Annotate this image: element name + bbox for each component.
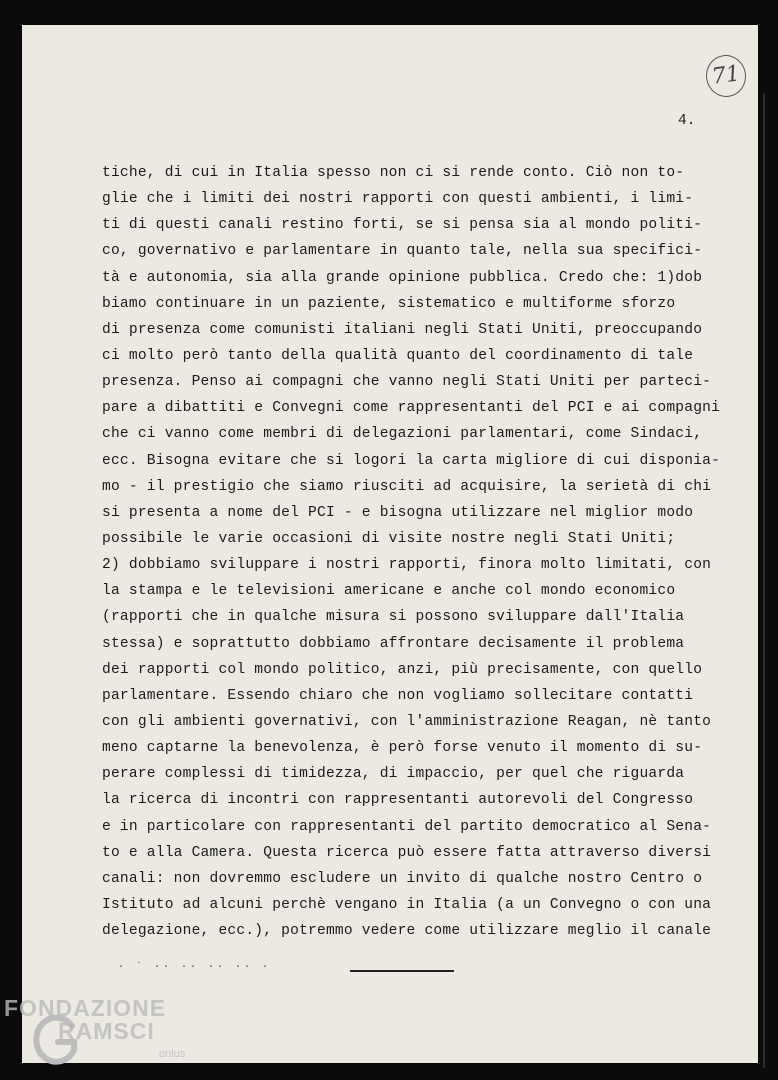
watermark-line-1: FONDAZIONE [4, 995, 167, 1021]
fondazione-gramsci-watermark [4, 995, 204, 1075]
text-line: Istituto ad alcuni perchè vengano in Italia (a un Convegno o con una [102, 896, 712, 913]
text-line: biamo continuare in un paziente, sistematico e multiforme sforzo [102, 295, 676, 312]
text-line: dei rapporti col mondo politico, anzi, più precisamente, con quello [102, 661, 703, 678]
text-line: la stampa e le televisioni americane e anche col mondo economico [102, 583, 676, 600]
text-line: co, governativo e parlamentare in quanto tale, nella sua specifici- [102, 243, 703, 260]
signature-trace: · ` ·· ·· ·· ·· · [118, 962, 272, 973]
text-line: presenza. Penso ai compagni che vanno negli Stati Uniti per parteci- [102, 374, 712, 391]
watermark-line-2: RAMSCI [58, 1018, 155, 1044]
watermark-line-3: onlus [159, 1048, 186, 1060]
text-line: possibile le varie occasioni di visite nostre negli Stati Uniti; [102, 530, 676, 547]
text-line: tà e autonomia, sia alla grande opinione pubblica. Credo che: 1)dob [102, 269, 703, 286]
text-line: (rapporti che in qualche misura si possono sviluppare dall'Italia [102, 609, 685, 626]
text-line: perare complessi di timidezza, di impaccio, per quel che riguarda [102, 766, 685, 783]
text-line: ecc. Bisogna evitare che si logori la carta migliore di cui disponia- [102, 452, 721, 469]
text-line: glie che i limiti dei nostri rapporti con questi ambienti, i limi- [102, 191, 694, 208]
text-line: con gli ambienti governativi, con l'amministrazione Reagan, nè tanto [102, 713, 712, 730]
text-line: mo - il prestigio che siamo riusciti ad acquisire, la serietà di chi [102, 478, 712, 495]
text-line: canali: non dovremmo escludere un invito di qualche nostro Centro o [102, 870, 703, 887]
text-line: la ricerca di incontri con rappresentanti autorevoli del Congresso [102, 792, 694, 809]
text-line: di presenza come comunisti italiani negli Stati Uniti, preoccupando [102, 321, 703, 338]
text-line: delegazione, ecc.), potremmo vedere come utilizzare meglio il canale [102, 923, 712, 940]
document-page [22, 25, 758, 1063]
text-line: meno captarne la benevolenza, è però forse venuto il momento di su- [102, 740, 703, 757]
text-line: parlamentare. Essendo chiaro che non vogliamo sollecitare contatti [102, 687, 694, 704]
margin-rule [763, 93, 765, 1068]
page-number: 4. [678, 113, 696, 129]
text-line: 2) dobbiamo sviluppare i nostri rapporti, finora molto limitati, con [102, 557, 712, 574]
text-line: ci molto però tanto della qualità quanto del coordinamento di tale [102, 347, 694, 364]
text-line: pare a dibattiti e Convegni come rappresentanti del PCI e ai compagni [102, 400, 721, 417]
text-line: to e alla Camera. Questa ricerca può essere fatta attraverso diversi [102, 844, 712, 861]
text-line: e in particolare con rappresentanti del partito democratico al Sena- [102, 818, 712, 835]
text-line: stessa) e soprattutto dobbiamo affrontare decisamente il problema [102, 635, 685, 652]
text-line: tiche, di cui in Italia spesso non ci si rende conto. Ciò non to- [102, 165, 685, 181]
archive-folio-number: 71 [703, 52, 748, 99]
text-line: si presenta a nome del PCI - e bisogna utilizzare nel miglior modo [102, 504, 694, 521]
body-text [102, 162, 742, 946]
text-line: ti di questi canali restino forti, se si pensa sia al mondo politi- [102, 217, 703, 234]
text-line: che ci vanno come membri di delegazioni parlamentari, come Sindaci, [102, 426, 703, 443]
signature-line [350, 970, 454, 972]
